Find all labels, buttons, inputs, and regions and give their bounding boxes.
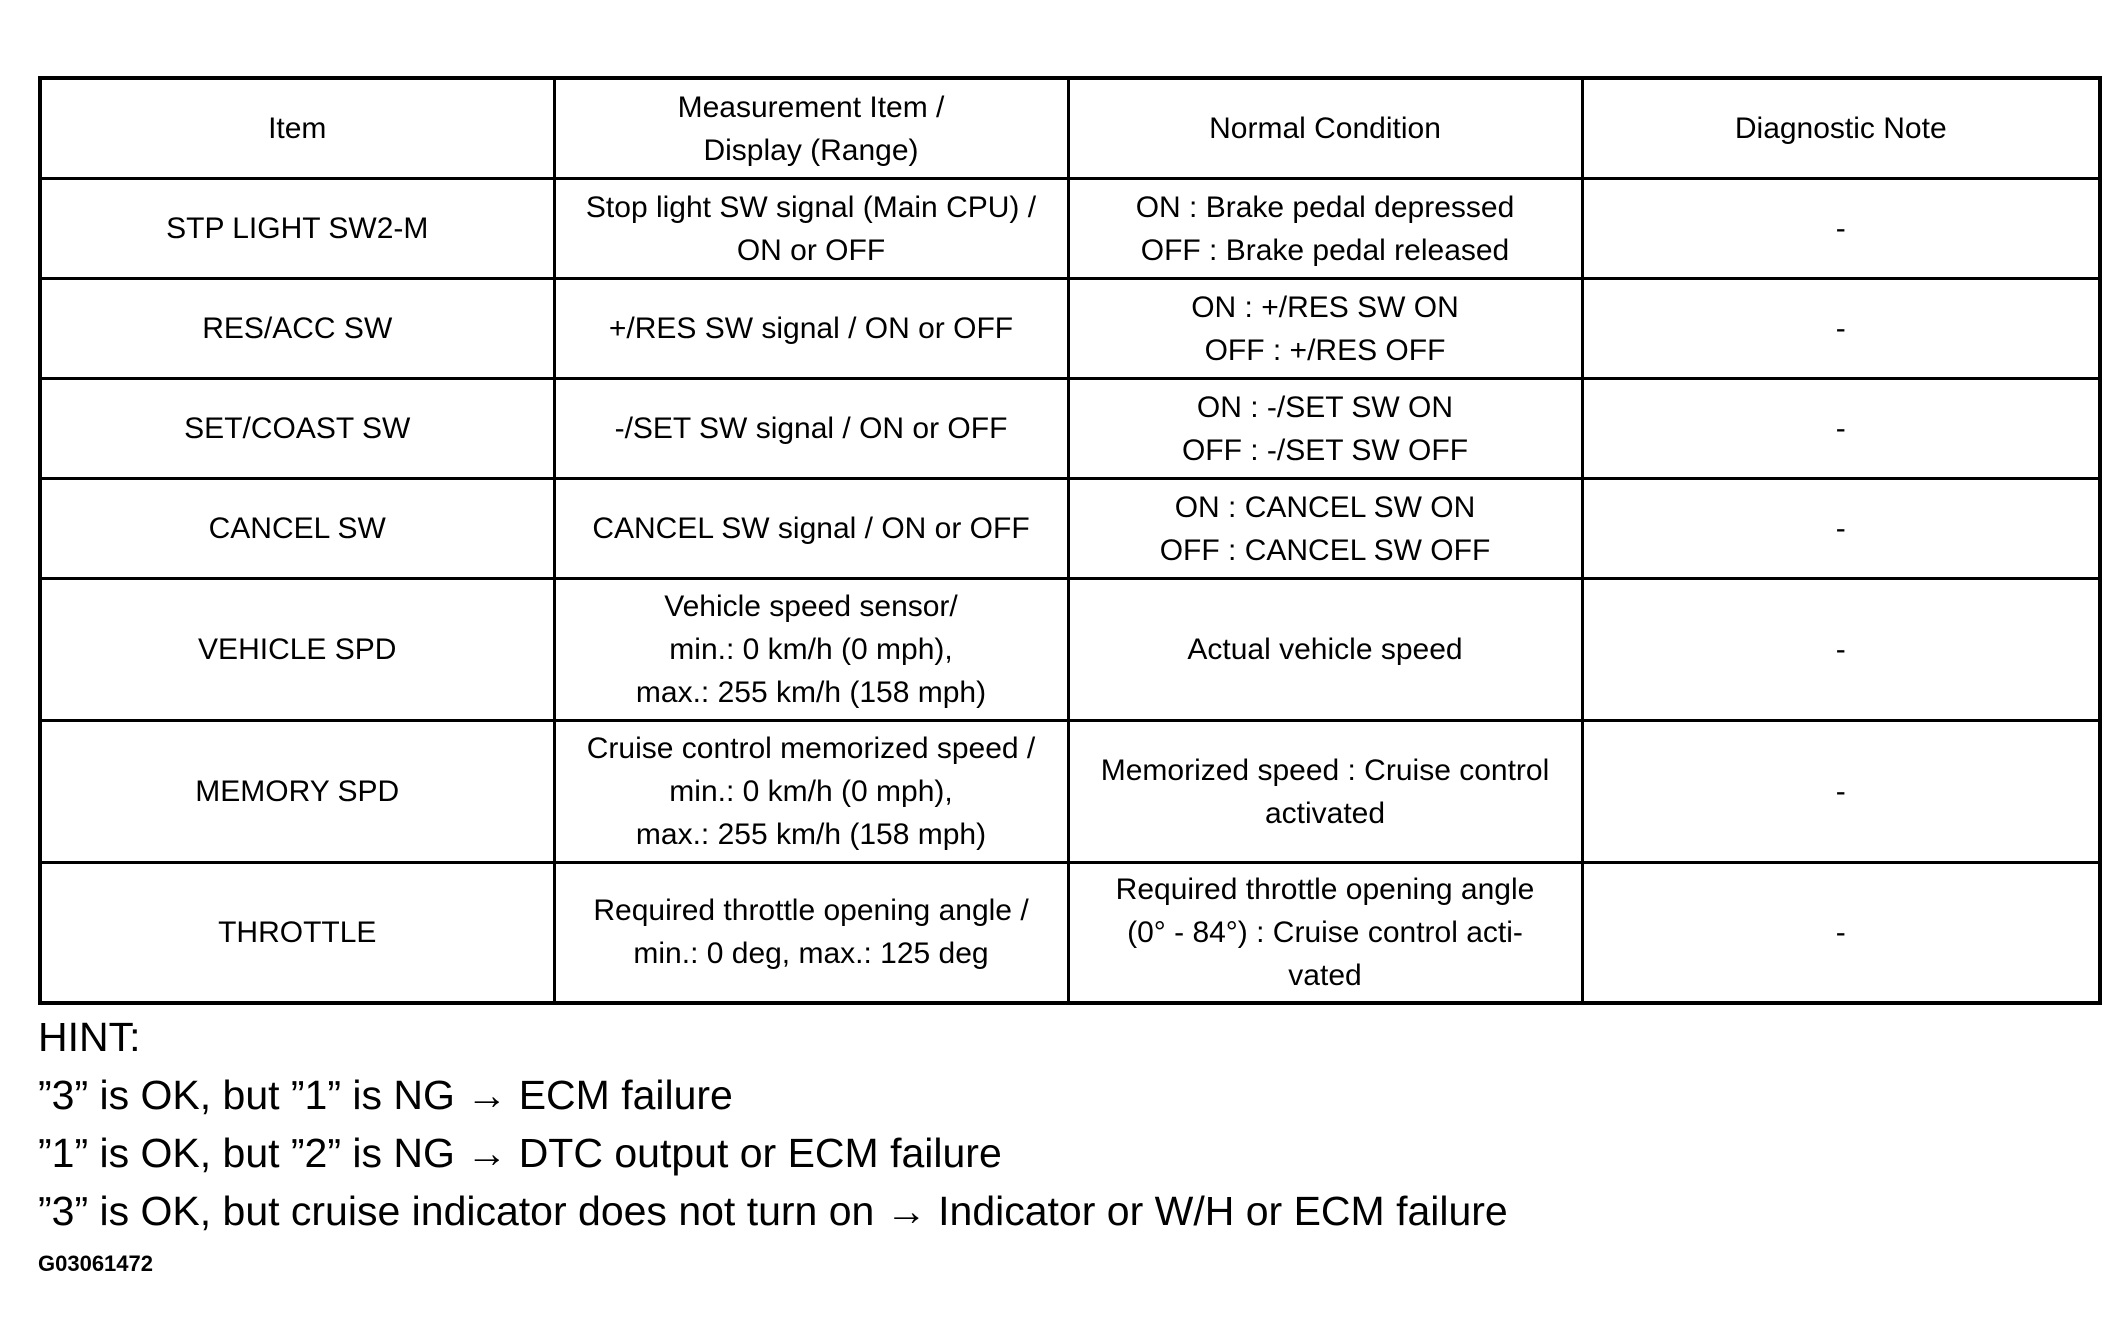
table-row [40, 379, 2100, 479]
hint-section [38, 1008, 1508, 1240]
cell-measurement: -/SET SW signal / ON or OFF [554, 379, 1068, 479]
header-measurement-item: Measurement Item / Display (Range) [554, 78, 1068, 179]
header-item: Item [40, 78, 554, 179]
table-row [40, 479, 2100, 579]
cell-normal-condition: Actual vehicle speed [1068, 579, 1582, 721]
table-row [40, 279, 2100, 379]
figure-id: G03061472 [38, 1251, 153, 1276]
hint-line: ”3” is OK, but ”1” is NG → ECM failure [38, 1072, 733, 1118]
cell-measurement: Cruise control memorized speed / min.: 0 km/h (0 mph), max.: 255 km/h (158 mph) [554, 721, 1068, 863]
cell-normal-condition: ON : +/RES SW ON OFF : +/RES OFF [1068, 279, 1582, 379]
header-normal-condition: Normal Condition [1068, 78, 1582, 179]
table-row [40, 721, 2100, 863]
cell-item: VEHICLE SPD [40, 579, 554, 721]
cell-normal-condition: ON : -/SET SW ON OFF : -/SET SW OFF [1068, 379, 1582, 479]
table-row [40, 863, 2100, 1003]
cell-normal-condition: ON : Brake pedal depressed OFF : Brake pedal released [1068, 179, 1582, 279]
table-row [40, 579, 2100, 721]
header-diagnostic-note: Diagnostic Note [1582, 78, 2100, 179]
cell-normal-condition: ON : CANCEL SW ON OFF : CANCEL SW OFF [1068, 479, 1582, 579]
cell-normal-condition: Memorized speed : Cruise control activated [1068, 721, 1582, 863]
cell-measurement: Stop light SW signal (Main CPU) / ON or OFF [554, 179, 1068, 279]
cell-diagnostic-note: - [1582, 579, 2100, 721]
cell-diagnostic-note: - [1582, 721, 2100, 863]
hint-line: ”3” is OK, but cruise indicator does not turn on → Indicator or W/H or ECM failure [38, 1188, 1508, 1234]
cell-measurement: CANCEL SW signal / ON or OFF [554, 479, 1068, 579]
cell-measurement: Vehicle speed sensor/ min.: 0 km/h (0 mph), max.: 255 km/h (158 mph) [554, 579, 1068, 721]
diagnostic-data-table [38, 76, 2102, 1005]
cell-item: RES/ACC SW [40, 279, 554, 379]
cell-item: STP LIGHT SW2-M [40, 179, 554, 279]
cell-item: SET/COAST SW [40, 379, 554, 479]
cell-normal-condition: Required throttle opening angle (0° - 84°) : Cruise control acti- vated [1068, 863, 1582, 1003]
cell-diagnostic-note: - [1582, 863, 2100, 1003]
table-header-row [40, 78, 2100, 179]
cell-item: MEMORY SPD [40, 721, 554, 863]
cell-diagnostic-note: - [1582, 179, 2100, 279]
cell-diagnostic-note: - [1582, 379, 2100, 479]
hint-title: HINT: [38, 1014, 141, 1060]
cell-measurement: Required throttle opening angle / min.: 0 deg, max.: 125 deg [554, 863, 1068, 1003]
cell-item: CANCEL SW [40, 479, 554, 579]
cell-measurement: +/RES SW signal / ON or OFF [554, 279, 1068, 379]
table-row [40, 179, 2100, 279]
cell-diagnostic-note: - [1582, 479, 2100, 579]
cell-diagnostic-note: - [1582, 279, 2100, 379]
hint-line: ”1” is OK, but ”2” is NG → DTC output or ECM failure [38, 1130, 1002, 1176]
cell-item: THROTTLE [40, 863, 554, 1003]
